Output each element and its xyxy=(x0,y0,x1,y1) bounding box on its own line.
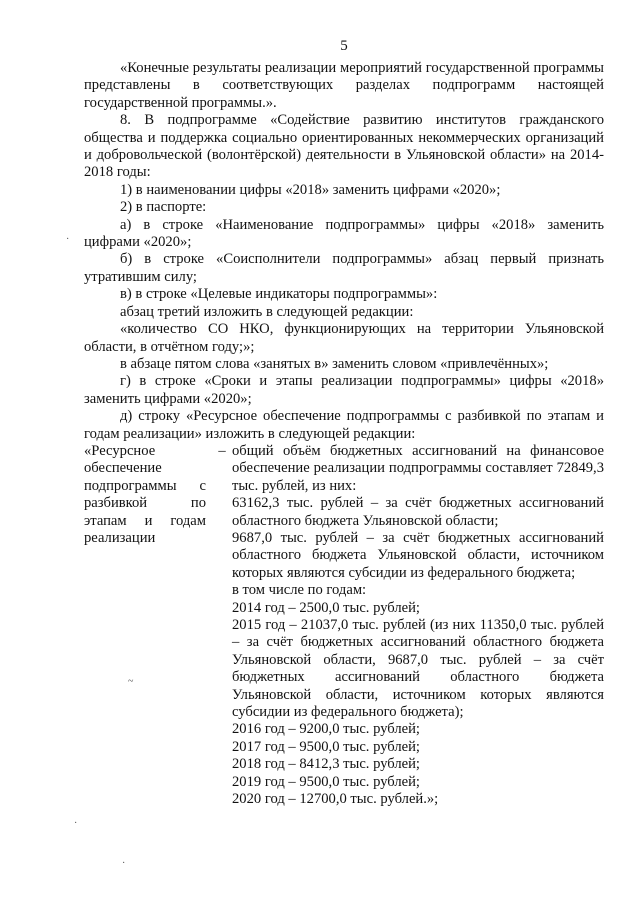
paragraph: «количество СО НКО, функционирующих на территории Ульяновской области, в отчётном году;»; xyxy=(84,321,604,355)
table-line: 2019 год – 9500,0 тыс. рублей; xyxy=(232,773,420,790)
table-left-cell: «Ресурсное обеспечение подпрограммы с разбивкой по этапам и годам реализации xyxy=(84,442,206,546)
table-line: 2020 год – 12700,0 тыс. рублей.»; xyxy=(232,791,439,808)
paragraph: в абзаце пятом слова «занятых в» заменить словом «привлечённых»; xyxy=(120,355,549,372)
table-line: 2014 год – 2500,0 тыс. рублей; xyxy=(232,599,420,616)
table-line: 2016 год – 9200,0 тыс. рублей; xyxy=(232,721,420,738)
paragraph: б) в строке «Соисполнители подпрограммы» абзац первый признать утратившим силу; xyxy=(84,251,604,285)
table-line: 9687,0 тыс. рублей – за счёт бюджетных ассигнований областного бюджета Ульяновской области, источником которых являются субсидии из федерального бюджета; xyxy=(232,529,604,581)
paragraph: абзац третий изложить в следующей редакции: xyxy=(120,303,414,320)
table-line: 2015 год – 21037,0 тыс. рублей (из них 11350,0 тыс. рублей – за счёт бюджетных ассигнований областного бюджета Ульяновской области, 9687,0 тыс. рублей – за счёт бюджетных ассигнований областного бюджета Ульяновской области, источником которых являются субсидии из федерального бюджета); xyxy=(232,617,604,721)
paragraph: г) в строке «Сроки и этапы реализации подпрограммы» цифры «2018» заменить цифрами «2020»; xyxy=(84,373,604,407)
scan-mark: · xyxy=(66,234,70,245)
paragraph: 8. В подпрограмме «Содействие развитию институтов гражданского общества и поддержка социально ориентированных некоммерческих организаций и добровольческой (волонтёрской) деятельности в Ульяновской области» на 2014-2018 годы: xyxy=(84,112,604,181)
resource-table xyxy=(84,443,604,809)
paragraph: 2) в паспорте: xyxy=(120,199,207,216)
table-line: 2018 год – 8412,3 тыс. рублей; xyxy=(232,756,420,773)
page-number: 5 xyxy=(340,38,348,54)
paragraph: д) строку «Ресурсное обеспечение подпрограммы с разбивкой по этапам и годам реализации» изложить в следующей редакции: xyxy=(84,408,604,442)
scan-mark: · xyxy=(122,858,126,869)
table-line: в том числе по годам: xyxy=(232,582,367,599)
table-line: 2017 год – 9500,0 тыс. рублей; xyxy=(232,738,420,755)
paragraph: в) в строке «Целевые индикаторы подпрограммы»: xyxy=(120,286,438,303)
paragraph: а) в строке «Наименование подпрограммы» цифры «2018» заменить цифрами «2020»; xyxy=(84,216,604,251)
table-right-cell xyxy=(232,443,604,809)
table-line: общий объём бюджетных ассигнований на финансовое обеспечение реализации подпрограммы составляет 72849,3 тыс. рублей, из них: xyxy=(232,442,604,494)
scan-mark: ~ xyxy=(128,676,134,687)
table-line: 63162,3 тыс. рублей – за счёт бюджетных ассигнований областного бюджета Ульяновской области; xyxy=(232,495,604,529)
scan-mark: · xyxy=(74,818,78,829)
table-dash: – xyxy=(218,442,226,459)
document-body xyxy=(84,60,604,808)
paragraph: «Конечные результаты реализации мероприятий государственной программы представлены в соответствующих разделах подпрограмм настоящей государственной программы.». xyxy=(84,60,604,111)
paragraph: 1) в наименовании цифры «2018» заменить цифрами «2020»; xyxy=(120,181,501,198)
